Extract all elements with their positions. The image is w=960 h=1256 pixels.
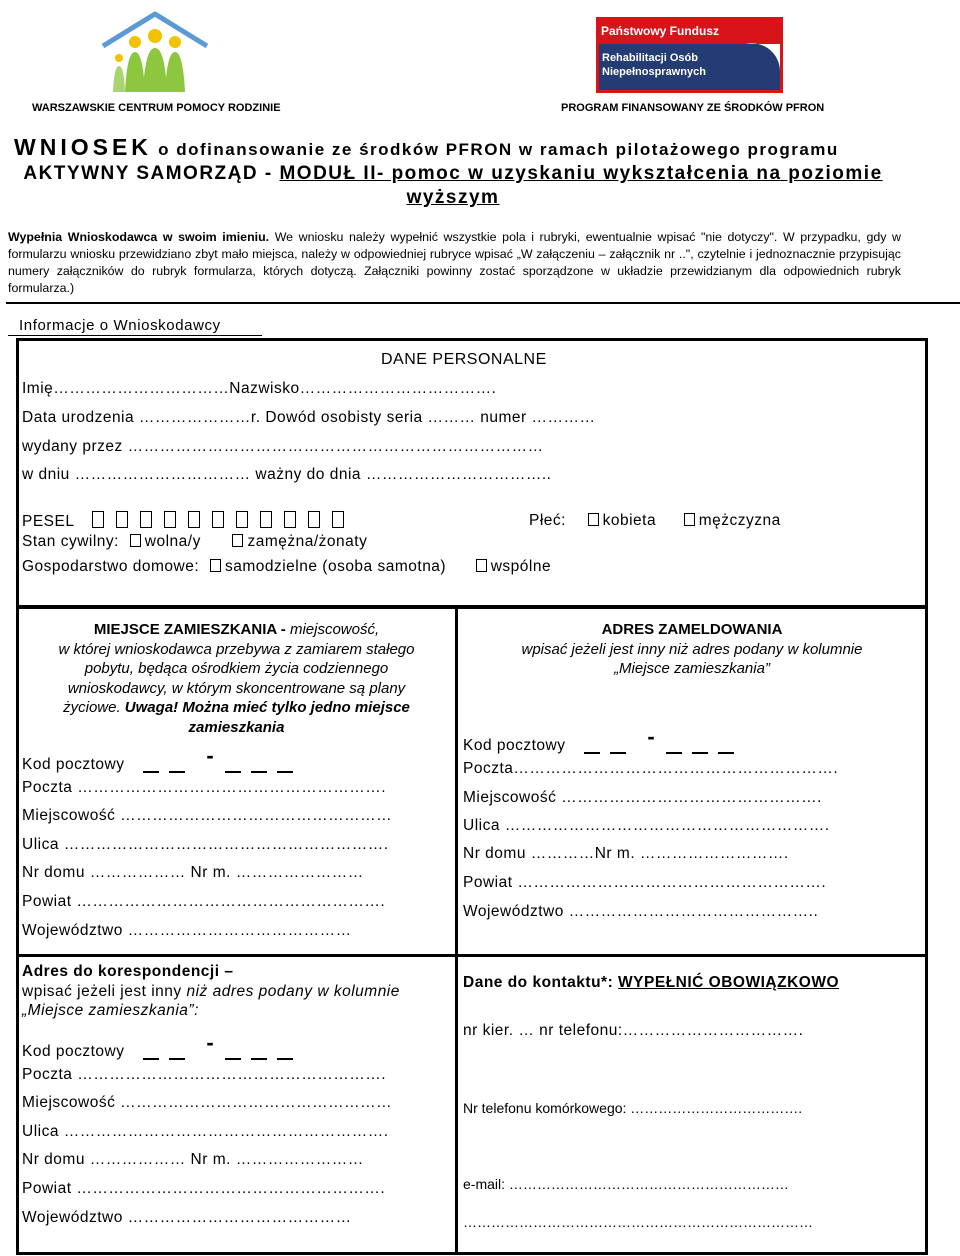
registration-ulica-field[interactable]: Ulica ……………………………………………………. xyxy=(463,817,830,834)
residence-nr-field[interactable]: Nr domu ……………… Nr m. …………………… xyxy=(22,864,364,881)
residence-postal-field[interactable] xyxy=(22,743,298,775)
contact-email-field[interactable]: e-mail: …………………………………………………… xyxy=(463,1176,789,1192)
residence-header xyxy=(18,620,455,737)
residence-desc-5: życiowe. xyxy=(63,699,121,716)
contact-extra-field[interactable]: ………………………………………………………………… xyxy=(463,1214,813,1230)
civil-single-label: wolna/y xyxy=(144,533,201,550)
household-field xyxy=(22,558,551,576)
pesel-digit-box[interactable] xyxy=(308,511,320,528)
column-divider xyxy=(455,605,458,1255)
divider xyxy=(6,302,960,304)
name-field[interactable]: Imię……………………………Nazwisko………………………………. xyxy=(22,380,497,397)
pfron-logo-line-2: Rehabilitacji Osób xyxy=(602,52,698,64)
registration-postal-label: Kod pocztowy xyxy=(463,737,566,754)
sex-female-checkbox[interactable] xyxy=(588,513,599,526)
residence-warning-1: Uwaga! Można mieć tylko jedno miejsce xyxy=(120,699,410,716)
registration-nr-field[interactable]: Nr domu …………Nr m. ………………………. xyxy=(463,845,789,862)
residence-miejscowosc-field[interactable]: Miejscowość …………………………………………… xyxy=(22,807,393,824)
pesel-field xyxy=(22,511,356,531)
residence-wojewodztwo-field[interactable]: Województwo …………………………………… xyxy=(22,922,352,939)
correspondence-desc-1 xyxy=(22,983,400,1001)
residence-powiat-field[interactable]: Powiat …………………………………………………. xyxy=(22,893,386,910)
civil-married-label: zamężna/żonaty xyxy=(247,533,368,550)
org-name-right: PROGRAM FINANSOWANY ZE ŚRODKÓW PFRON xyxy=(561,102,825,114)
civil-status-label: Stan cywilny: xyxy=(22,533,119,550)
residence-ulica-field[interactable]: Ulica ……………………………………………………. xyxy=(22,836,389,853)
residence-title: MIEJSCE ZAMIESZKANIA - xyxy=(93,621,286,638)
pfron-logo-line-1: Państwowy Fundusz xyxy=(601,24,720,38)
postal-code-slots: - xyxy=(143,751,298,775)
registration-poczta-field[interactable]: Poczta……………………………………………………. xyxy=(463,760,839,777)
contact-title-label: Dane do kontaktu*: xyxy=(463,974,619,991)
correspondence-postal-field[interactable] xyxy=(22,1030,298,1062)
residence-postal-label: Kod pocztowy xyxy=(22,756,125,773)
residence-warning-2: zamieszkania xyxy=(188,718,285,736)
section-heading: Informacje o Wnioskodawcy xyxy=(19,317,221,334)
pesel-digit-box[interactable] xyxy=(260,511,272,528)
form-title-rest: o dofinansowanie ze środków PFRON w ramach pilotażowego programu xyxy=(158,140,839,159)
contact-title-mandatory: WYPEŁNIĆ OBOWIĄZKOWO xyxy=(618,974,839,991)
personal-data-heading: DANE PERSONALNE xyxy=(381,351,547,368)
postal-code-slots: - xyxy=(584,732,739,756)
registration-powiat-field[interactable]: Powiat …………………………………………………. xyxy=(463,874,827,891)
registration-wojewodztwo-field[interactable]: Województwo ……………………………………….. xyxy=(463,903,819,920)
correspondence-nr-field[interactable]: Nr domu ……………… Nr m. …………………… xyxy=(22,1151,364,1168)
sex-field xyxy=(529,512,781,530)
contact-phone-field[interactable]: nr kier. … nr telefonu:……………………………. xyxy=(463,1022,804,1039)
household-label: Gospodarstwo domowe: xyxy=(22,558,200,575)
form-title-program: AKTYWNY SAMORZĄD - xyxy=(23,163,280,184)
household-single-checkbox[interactable] xyxy=(210,559,221,572)
registration-desc-1: wpisać jeżeli jest inny niż adres podany w kolumnie xyxy=(521,640,863,658)
birth-id-field[interactable]: Data urodzenia …………………r. Dowód osobisty seria ……… numer ………… xyxy=(22,409,596,426)
civil-status-field xyxy=(22,533,367,551)
residence-desc-1: miejscowość, xyxy=(285,621,380,638)
contact-title xyxy=(463,974,839,992)
sex-male-checkbox[interactable] xyxy=(684,513,695,526)
correspondence-powiat-field[interactable]: Powiat …………………………………………………. xyxy=(22,1180,386,1197)
form-title-line-2 xyxy=(0,162,906,210)
residence-desc-2: w której wnioskodawca przebywa z zamiarem stałego xyxy=(58,640,415,658)
registration-miejscowosc-field[interactable]: Miejscowość …………………………………………. xyxy=(463,789,822,806)
contact-mobile-field[interactable]: Nr telefonu komórkowego: ………………………………. xyxy=(463,1100,803,1116)
pesel-label: PESEL xyxy=(22,513,74,530)
correspondence-desc-2: „Miejsce zamieszkania”: xyxy=(22,1002,199,1019)
pesel-digit-box[interactable] xyxy=(284,511,296,528)
instructions-bold: Wypełnia Wnioskodawca w swoim imieniu. xyxy=(8,230,270,244)
registration-header xyxy=(458,620,926,679)
postal-code-slots: - xyxy=(143,1038,298,1062)
household-shared-checkbox[interactable] xyxy=(476,559,487,572)
correspondence-title: Adres do korespondencji – xyxy=(22,963,234,980)
issued-by-field[interactable]: wydany przez …………………………………………………………………… xyxy=(22,438,544,455)
correspondence-desc-1b: niż adres podany w kolumnie xyxy=(186,983,400,1000)
instructions-text: We wniosku należy wypełnić wszystkie pola i rubryki, ewentualnie wpisać "nie dotyczy". W przypadku, gdy w formularzu wniosku przewidziano zbyt mało miejsca, należy w odpowiedniej rubryce wpisać „W załączeniu – załącznik nr ..", czytelnie i jednoznacznie przypisując numery załączników do rubryk formularza, których dotyczą. Załączniki powinny zostać sporządzone w układzie przewidzianym dla odpowiednich rubryk formularza.) xyxy=(8,230,902,295)
section-heading-underline xyxy=(8,335,262,336)
registration-title: ADRES ZAMELDOWANIA xyxy=(601,621,783,638)
residence-desc-4: wnioskodawcy, w którym skoncentrowane są plany xyxy=(67,679,406,697)
form-title-word: WNIOSEK xyxy=(14,134,152,160)
pesel-digit-box[interactable] xyxy=(188,511,200,528)
sex-label: Płeć: xyxy=(529,512,566,529)
pesel-digit-box[interactable] xyxy=(236,511,248,528)
correspondence-desc-1a: wpisać jeżeli jest inny xyxy=(22,983,187,1000)
pesel-digit-box[interactable] xyxy=(140,511,152,528)
sex-male-label: mężczyzna xyxy=(698,512,781,529)
correspondence-postal-label: Kod pocztowy xyxy=(22,1043,125,1060)
household-single-label: samodzielne (osoba samotna) xyxy=(224,558,447,575)
sex-female-label: kobieta xyxy=(602,512,657,529)
pesel-digit-box[interactable] xyxy=(92,511,104,528)
correspondence-miejscowosc-field[interactable]: Miejscowość …………………………………………… xyxy=(22,1094,393,1111)
pesel-digit-box[interactable] xyxy=(164,511,176,528)
pfron-logo-line-3: Niepełnosprawnych xyxy=(602,66,706,78)
correspondence-wojewodztwo-field[interactable]: Województwo …………………………………… xyxy=(22,1209,352,1226)
residence-desc-3: pobytu, będąca ośrodkiem życia codziennego xyxy=(84,660,389,677)
registration-desc-2: „Miejsce zamieszkania” xyxy=(614,660,770,677)
correspondence-ulica-field[interactable]: Ulica ……………………………………………………. xyxy=(22,1123,389,1140)
household-shared-label: wspólne xyxy=(490,558,552,575)
civil-single-checkbox[interactable] xyxy=(130,534,141,547)
row-divider xyxy=(16,954,928,957)
pesel-digit-box[interactable] xyxy=(116,511,128,528)
org-name-left: WARSZAWSKIE CENTRUM POMOCY RODZINIE xyxy=(32,102,281,114)
correspondence-poczta-field[interactable]: Poczta …………………………………………………. xyxy=(22,1066,386,1083)
instructions xyxy=(8,229,901,297)
pesel-digit-box[interactable] xyxy=(212,511,224,528)
pfron-logo xyxy=(596,17,783,93)
wcpr-logo xyxy=(95,8,215,98)
registration-postal-field[interactable] xyxy=(463,724,739,756)
form-title-module: MODUŁ II- pomoc w uzyskaniu wykształcenia na poziomie wyższym xyxy=(279,163,883,208)
residence-poczta-field[interactable]: Poczta …………………………………………………. xyxy=(22,779,386,796)
issue-date-field[interactable]: w dniu …………………………… ważny do dnia …………………………….. xyxy=(22,466,552,483)
pesel-digit-box[interactable] xyxy=(332,511,344,528)
form-title-line-1 xyxy=(14,134,839,161)
civil-married-checkbox[interactable] xyxy=(232,534,243,547)
